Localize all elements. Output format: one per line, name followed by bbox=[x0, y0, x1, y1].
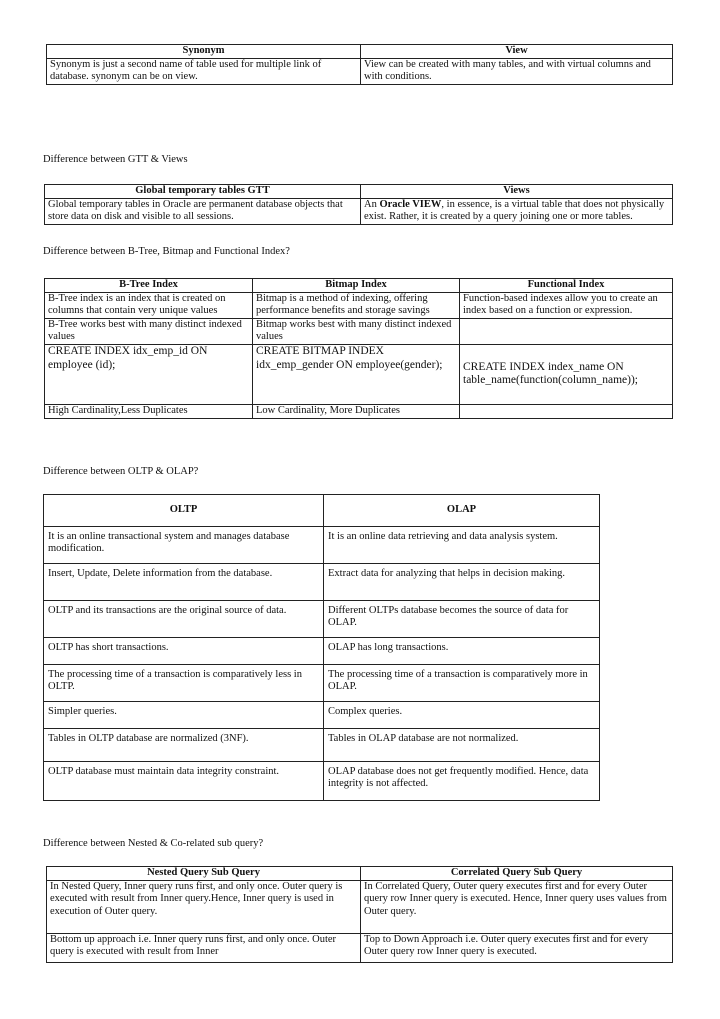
table-row bbox=[45, 292, 673, 318]
cell: Synonym is just a second name of table used for multiple link of database. synonym can be on view. bbox=[47, 58, 361, 84]
cell: Low Cardinality, More Duplicates bbox=[253, 404, 460, 418]
table-row bbox=[45, 318, 673, 344]
cell: Bottom up approach i.e. Inner query runs first, and only once. Outer query is executed with result from Inner bbox=[47, 933, 361, 962]
header-functional: Functional Index bbox=[460, 279, 673, 293]
table-row bbox=[47, 58, 673, 84]
table-row bbox=[44, 563, 600, 600]
cell bbox=[460, 318, 673, 344]
table-row bbox=[47, 933, 673, 962]
header-btree: B-Tree Index bbox=[45, 279, 253, 293]
cell: The processing time of a transaction is comparatively less in OLTP. bbox=[44, 664, 324, 701]
table-row bbox=[45, 198, 673, 224]
index-types-table bbox=[44, 278, 673, 419]
cell: Insert, Update, Delete information from the database. bbox=[44, 563, 324, 600]
cell-text: , in essence, is a virtual table that does not physically exist. Rather, it is created by a query joining one or more tables. bbox=[364, 198, 665, 223]
header-views: Views bbox=[361, 185, 673, 199]
table-row bbox=[45, 404, 673, 418]
table-row bbox=[44, 761, 600, 800]
cell: OLTP database must maintain data integrity constraint. bbox=[44, 761, 324, 800]
gtt-views-table bbox=[44, 184, 673, 225]
cell: CREATE INDEX idx_emp_id ON employee (id); bbox=[45, 344, 253, 404]
heading-oltp-olap: Difference between OLTP & OLAP? bbox=[43, 466, 199, 477]
cell: CREATE INDEX index_name ON table_name(function(column_name)); bbox=[460, 344, 673, 404]
cell: Tables in OLAP database are not normalized. bbox=[324, 728, 600, 761]
cell: It is an online transactional system and manages database modification. bbox=[44, 526, 324, 563]
cell bbox=[460, 404, 673, 418]
cell: Bitmap is a method of indexing, offering performance benefits and storage savings bbox=[253, 292, 460, 318]
cell: In Nested Query, Inner query runs first, and only once. Outer query is executed with result from Inner query.Hence, Inner query is used in execution of Outer query. bbox=[47, 880, 361, 933]
synonym-view-table bbox=[46, 44, 673, 85]
cell: CREATE BITMAP INDEX idx_emp_gender ON employee(gender); bbox=[253, 344, 460, 404]
header-synonym: Synonym bbox=[47, 45, 361, 59]
table-row bbox=[47, 880, 673, 933]
cell: OLAP has long transactions. bbox=[324, 637, 600, 664]
table-row bbox=[44, 526, 600, 563]
cell-text: An bbox=[364, 198, 380, 210]
oltp-olap-table bbox=[43, 494, 600, 801]
cell: The processing time of a transaction is comparatively more in OLAP. bbox=[324, 664, 600, 701]
cell bbox=[361, 198, 673, 224]
cell: OLTP and its transactions are the original source of data. bbox=[44, 600, 324, 637]
header-nested: Nested Query Sub Query bbox=[47, 867, 361, 881]
header-view: View bbox=[361, 45, 673, 59]
heading-index-types: Difference between B-Tree, Bitmap and Functional Index? bbox=[43, 246, 290, 257]
cell: Global temporary tables in Oracle are permanent database objects that store data on disk and visible to all sessions. bbox=[45, 198, 361, 224]
header-gtt: Global temporary tables GTT bbox=[45, 185, 361, 199]
table-row bbox=[44, 664, 600, 701]
table-row bbox=[44, 637, 600, 664]
table-row bbox=[44, 701, 600, 728]
cell: View can be created with many tables, and with virtual columns and with conditions. bbox=[361, 58, 673, 84]
cell: OLAP database does not get frequently modified. Hence, data integrity is not affected. bbox=[324, 761, 600, 800]
header-olap: OLAP bbox=[324, 495, 600, 527]
cell: Extract data for analyzing that helps in decision making. bbox=[324, 563, 600, 600]
cell: B-Tree index is an index that is created on columns that contain very unique values bbox=[45, 292, 253, 318]
heading-gtt-views: Difference between GTT & Views bbox=[43, 154, 188, 165]
table-row bbox=[45, 344, 673, 404]
header-oltp: OLTP bbox=[44, 495, 324, 527]
cell: Different OLTPs database becomes the source of data for OLAP. bbox=[324, 600, 600, 637]
cell: Complex queries. bbox=[324, 701, 600, 728]
heading-subquery: Difference between Nested & Co-related sub query? bbox=[43, 838, 264, 849]
cell: B-Tree works best with many distinct indexed values bbox=[45, 318, 253, 344]
cell: Bitmap works best with many distinct indexed values bbox=[253, 318, 460, 344]
cell: High Cardinality,Less Duplicates bbox=[45, 404, 253, 418]
cell: Function-based indexes allow you to create an index based on a function or expression. bbox=[460, 292, 673, 318]
cell-bold-text: Oracle VIEW bbox=[379, 198, 442, 210]
cell: Tables in OLTP database are normalized (3NF). bbox=[44, 728, 324, 761]
cell: Top to Down Approach i.e. Outer query executes first and for every Outer query row Inner query is executed. bbox=[361, 933, 673, 962]
header-bitmap: Bitmap Index bbox=[253, 279, 460, 293]
cell: In Correlated Query, Outer query executes first and for every Outer query row Inner query is executed. Hence, Inner query uses values from Outer query. bbox=[361, 880, 673, 933]
cell: It is an online data retrieving and data analysis system. bbox=[324, 526, 600, 563]
table-row bbox=[44, 600, 600, 637]
table-row bbox=[44, 728, 600, 761]
header-correlated: Correlated Query Sub Query bbox=[361, 867, 673, 881]
cell: OLTP has short transactions. bbox=[44, 637, 324, 664]
subquery-table bbox=[46, 866, 673, 963]
cell: Simpler queries. bbox=[44, 701, 324, 728]
